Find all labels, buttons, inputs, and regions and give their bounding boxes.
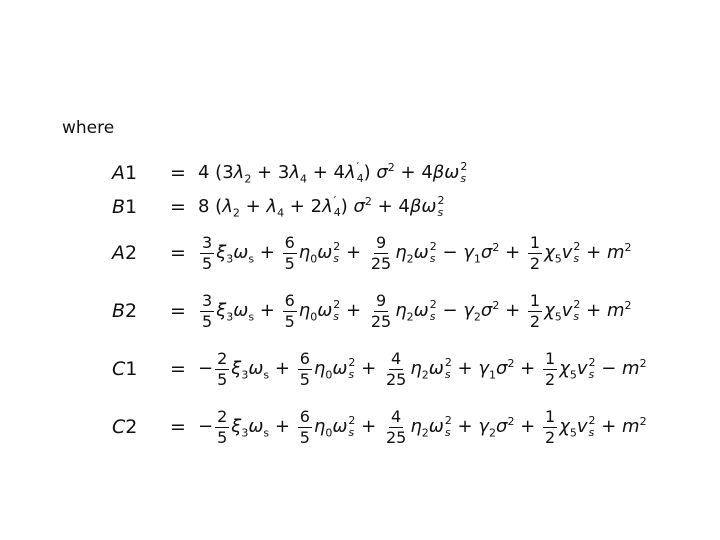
equation-rhs: $\frac{3}{5}$ $\xi_3\omega_s$ + $\frac{6}{5}$ $\eta_0\omega$ 2 s + $\frac{9}{25}$ $\eta_2\omega$ 2 s − $\gamma_1\sigma^2$ + $\frac{1}{2}$ $\chi_5v$ 2 s + $m^2$: [202, 232, 632, 273]
equals-sign: =: [170, 416, 186, 438]
equation-lhs: A2: [112, 242, 138, 264]
equation-row: [112, 190, 647, 224]
equation-rhs: 4 ($3\lambda_2 + 3\lambda_4 + 4\lambda$ ′ 4 ) $\sigma^2 + 4\beta\omega$ 2 s: [198, 160, 468, 186]
equation-table: [112, 156, 647, 456]
equation-rhs: − $\frac{2}{5}$ $\xi_3\omega_s$ + $\frac{6}{5}$ $\eta_0\omega$ 2 s + $\frac{4}{25}$ $\eta_2\omega$ 2 s + $\gamma_1\sigma^2$ + $\frac{1}{2}$ $\chi_5v$ 2 s − $m^2$: [198, 348, 647, 389]
equals-sign: =: [170, 300, 186, 322]
equation-row: [112, 398, 647, 456]
equals-sign: =: [170, 242, 186, 264]
equation-row: [112, 156, 647, 190]
equation-rhs: $\frac{3}{5}$ $\xi_3\omega_s$ + $\frac{6}{5}$ $\eta_0\omega$ 2 s + $\frac{9}{25}$ $\eta_2\omega$ 2 s − $\gamma_2\sigma^2$ + $\frac{1}{2}$ $\chi_5v$ 2 s + $m^2$: [202, 290, 632, 331]
equation-row: [112, 340, 647, 398]
equation-lhs: A1: [112, 162, 138, 184]
equation-row: [112, 224, 647, 282]
equation-lhs: C1: [112, 358, 138, 380]
equation-lhs: B1: [112, 196, 138, 218]
equation-rhs: − $\frac{2}{5}$ $\xi_3\omega_s$ + $\frac{6}{5}$ $\eta_0\omega$ 2 s + $\frac{4}{25}$ $\eta_2\omega$ 2 s + $\gamma_2\sigma^2$ + $\frac{1}{2}$ $\chi_5v$ 2 s + $m^2$: [198, 406, 647, 447]
equation-rhs: 8 ($\lambda_2 + \lambda_4 + 2\lambda$ ′ 4 ) $\sigma^2 + 4\beta\omega$ 2 s: [198, 194, 445, 220]
equation-row: [112, 282, 647, 340]
equals-sign: =: [170, 162, 186, 184]
equals-sign: =: [170, 196, 186, 218]
equation-lhs: B2: [112, 300, 138, 322]
equation-lhs: C2: [112, 416, 138, 438]
intro-text: where: [62, 118, 115, 138]
equals-sign: =: [170, 358, 186, 380]
